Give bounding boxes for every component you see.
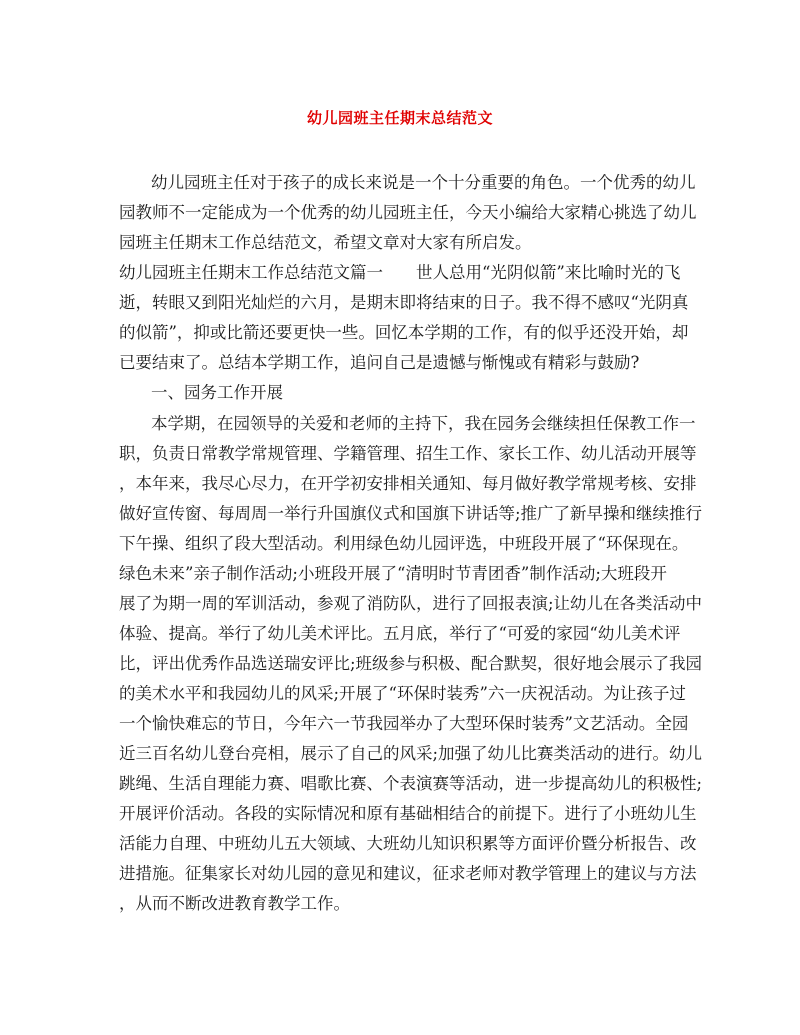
paragraph-line: ，本年来，我尽心尽力，在开学初安排相关通知、每月做好教学常规考核、安排 — [119, 474, 697, 493]
paragraph-line: 进措施。征集家长对幼儿园的意见和建议，征求老师对教学管理上的建议与方法 — [119, 864, 697, 883]
paragraph-line: 的美术水平和我园幼儿的风采;开展了“环保时装秀”六一庆祝活动。为让孩子过 — [119, 684, 686, 703]
paragraph-line: 职，负责日常教学常规管理、学籍管理、招生工作、家长工作、幼儿活动开展等 — [119, 444, 697, 463]
paragraph-line: 体验、提高。举行了幼儿美术评比。五月底，举行了“可爱的家园“幼儿美术评 — [119, 624, 681, 643]
paragraph-line: 园教师不一定能成为一个优秀的幼儿园班主任，今天小编给大家精心挑选了幼儿 — [119, 203, 697, 222]
paragraph-line: 比，评出优秀作品选送瑞安评比;班级参与积极、配合默契，很好地会展示了我园 — [119, 654, 703, 673]
paragraph-line: 园班主任期末工作总结范文，希望文章对大家有所启发。 — [119, 233, 532, 252]
paragraph-line: 开展评价活动。各段的实际情况和原有基础相结合的前提下。进行了小班幼儿生 — [119, 804, 697, 823]
paragraph-line: 展了为期一周的军训活动，参观了消防队，进行了回报表演;让幼儿在各类活动中 — [119, 594, 703, 613]
paragraph-line: 下午操、组织了段大型活动。利用绿色幼儿园评选，中班段开展了“环保现在。 — [119, 534, 689, 553]
paragraph-line: ，从而不断改进教育教学工作。 — [119, 894, 350, 913]
paragraph-line: 活能力自理、中班幼儿五大领域、大班幼儿知识积累等方面评价暨分析报告、改 — [119, 834, 697, 853]
paragraph-line: 幼儿园班主任期末工作总结范文篇一 世人总用“光阴似箭”来比喻时光的飞 — [119, 263, 681, 282]
paragraph-line: 跳绳、生活自理能力赛、唱歌比赛、个表演赛等活动，进一步提高幼儿的积极性; — [119, 774, 703, 793]
paragraph-line: 近三百名幼儿登台亮相，展示了自己的风采;加强了幼儿比赛类活动的进行。幼儿 — [119, 744, 703, 763]
paragraph-line: 的似箭”，抑或比箭还要更快一些。回忆本学期的工作，有的似乎还没开始，却 — [119, 323, 689, 342]
section-heading: 一、园务工作开展 — [151, 383, 283, 402]
paragraph-line: 一个愉快难忘的节日，今年六一节我园举办了大型环保时装秀”文艺活动。全园 — [119, 714, 689, 733]
paragraph-line: 逝，转眼又到阳光灿烂的六月，是期末即将结束的日子。我不得不感叹“光阴真 — [119, 293, 689, 312]
paragraph-line: 做好宣传窗、每周周一举行升国旗仪式和国旗下讲话等;推广了新早操和继续推行 — [119, 504, 703, 523]
document-title: 幼儿园班主任期末总结范文 — [306, 109, 493, 127]
paragraph-line: 幼儿园班主任对于孩子的成长来说是一个十分重要的角色。一个优秀的幼儿 — [151, 173, 696, 192]
paragraph-line: 绿色未来”亲子制作活动;小班段开展了“清明时节青团香”制作活动;大班段开 — [119, 564, 667, 583]
paragraph-line: 本学期，在园领导的关爱和老师的主持下，我在园务会继续担任保教工作一 — [151, 414, 696, 433]
paragraph-line: 已要结束了。总结本学期工作，追问自己是遗憾与惭愧或有精彩与鼓励? — [119, 353, 640, 372]
